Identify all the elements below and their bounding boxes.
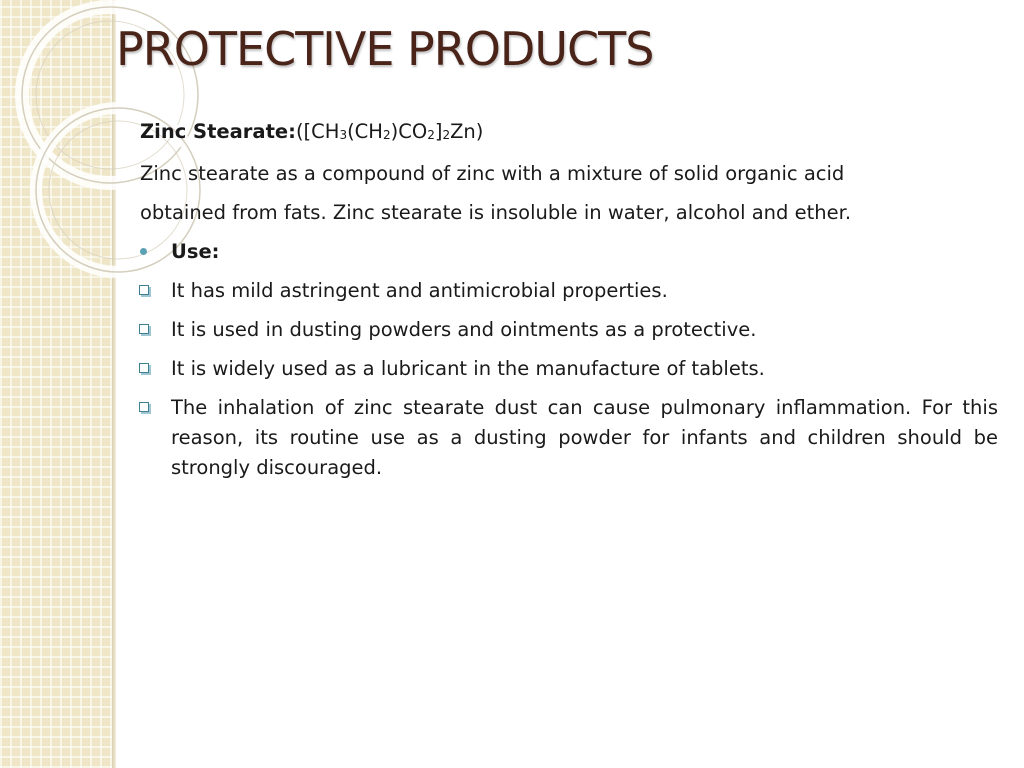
slide-title: PROTECTIVE PRODUCTS — [116, 22, 654, 76]
square-bullet-icon — [139, 324, 149, 334]
use-list-item — [140, 276, 998, 306]
use-item-text: It is widely used as a lubricant in the manufacture of tablets. — [171, 357, 765, 380]
description-line: obtained from fats. Zinc stearate is insoluble in water, alcohol and ether. — [140, 201, 852, 224]
use-heading — [140, 237, 998, 267]
formula-part: ] — [434, 120, 443, 143]
use-list-item — [140, 354, 998, 384]
formula-subscript: 2 — [382, 128, 391, 142]
use-item-text: The inhalation of zinc stearate dust can cause pulmonary inflammation. For this reason, its routine use as a dusting powder for infants and children should be strongly discouraged. — [171, 396, 998, 479]
formula-part: Zn) — [450, 120, 484, 143]
use-item-text: It has mild astringent and antimicrobial properties. — [171, 279, 668, 302]
formula-subscript: 3 — [339, 128, 348, 142]
square-bullet-icon — [139, 402, 149, 412]
slide-content — [140, 117, 998, 492]
use-list-item — [140, 315, 998, 345]
bullet-dot-icon — [140, 248, 147, 255]
compound-heading — [140, 117, 998, 150]
square-bullet-icon — [139, 285, 149, 295]
formula-part: )CO — [390, 120, 428, 143]
formula-part: (CH — [347, 120, 383, 143]
formula-part: ([CH — [295, 120, 340, 143]
formula-subscript: 2 — [442, 128, 451, 142]
square-bullet-icon — [139, 363, 149, 373]
formula-subscript: 2 — [427, 128, 435, 142]
description-line: Zinc stearate as a compound of zinc with a mixture of solid organic acid — [140, 162, 845, 185]
use-list-item — [140, 393, 998, 483]
use-item-text: It is used in dusting powders and ointments as a protective. — [171, 318, 757, 341]
use-label: Use: — [171, 240, 220, 263]
compound-name: Zinc Stearate: — [140, 120, 296, 143]
